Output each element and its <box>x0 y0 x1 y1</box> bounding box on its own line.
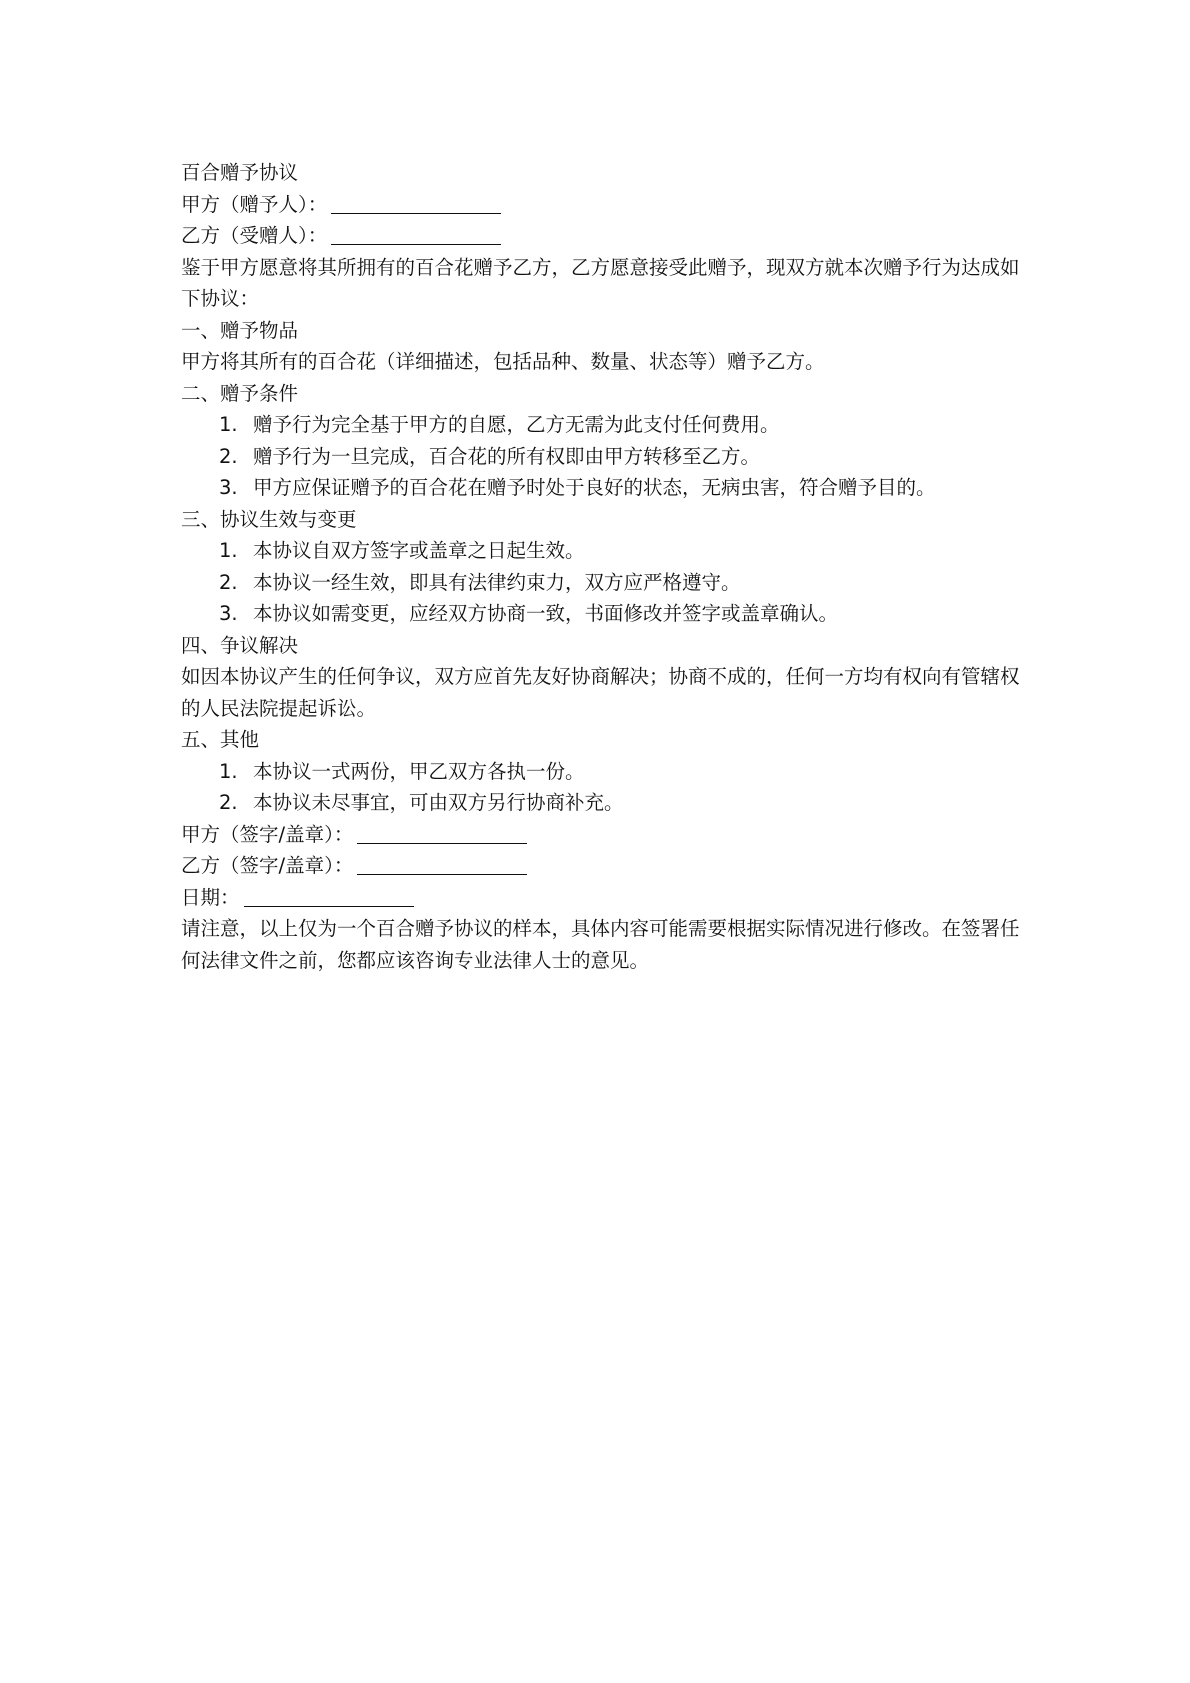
party-b-blank <box>331 243 501 245</box>
list-item <box>181 409 1021 441</box>
party-a-label: 甲方（赠予人）： <box>181 192 328 216</box>
section-paragraph: 甲方将其所有的百合花（详细描述，包括品种、数量、状态等）赠予乙方。 <box>181 350 825 373</box>
section-paragraph: 如因本协议产生的任何争议，双方应首先友好协商解决；协商不成的，任何一方均有权向有管辖权的人民法院提起诉讼。 <box>181 665 1020 720</box>
list-item <box>181 756 1021 788</box>
sign-a-blank <box>357 842 527 844</box>
document-title: 百合赠予协议 <box>181 161 299 184</box>
date-line <box>181 882 1021 914</box>
list-number: 2. <box>219 791 238 814</box>
list-number: 1. <box>219 759 238 783</box>
agreement-document <box>181 157 1021 976</box>
list-text: 本协议自双方签字或盖章之日起生效。 <box>253 539 585 562</box>
party-b-label: 乙方（受赠人）： <box>181 224 328 247</box>
section-heading: 五、其他 <box>181 728 260 751</box>
list-item <box>181 441 1021 473</box>
list-item <box>181 535 1021 567</box>
list-item <box>181 472 1021 504</box>
intro-paragraph: 鉴于甲方愿意将其所拥有的百合花赠予乙方，乙方愿意接受此赠予，现双方就本次赠予行为达成如下协议： <box>181 255 1020 310</box>
list-item <box>181 787 1021 819</box>
note-paragraph: 请注意，以上仅为一个百合赠予协议的样本，具体内容可能需要根据实际情况进行修改。在签署任何法律文件之前，您都应该咨询专业法律人士的意见。 <box>181 917 1020 972</box>
list-number: 2. <box>219 444 238 468</box>
sign-a-label: 甲方（签字/盖章）： <box>181 822 354 846</box>
section-heading: 一、赠予物品 <box>181 318 299 342</box>
list-text: 赠予行为完全基于甲方的自愿，乙方无需为此支付任何费用。 <box>253 413 780 436</box>
list-text: 赠予行为一旦完成，百合花的所有权即由甲方转移至乙方。 <box>253 444 761 468</box>
party-a-blank <box>331 212 501 214</box>
sign-b-blank <box>357 873 527 875</box>
section-heading: 三、协议生效与变更 <box>181 507 357 531</box>
list-item <box>181 598 1021 630</box>
section-heading: 二、赠予条件 <box>181 381 299 405</box>
list-number: 1. <box>219 413 238 436</box>
list-item <box>181 567 1021 599</box>
list-text: 本协议一式两份，甲乙双方各执一份。 <box>253 759 585 783</box>
party-a-line <box>181 189 1021 221</box>
list-number: 3. <box>219 476 238 499</box>
list-text: 甲方应保证赠予的百合花在赠予时处于良好的状态，无病虫害，符合赠予目的。 <box>253 476 936 499</box>
sign-b-line <box>181 850 1021 882</box>
list-number: 1. <box>219 539 238 562</box>
list-number: 3. <box>219 602 238 625</box>
party-b-line <box>181 220 1021 252</box>
date-blank <box>244 905 414 907</box>
list-text: 本协议如需变更，应经双方协商一致，书面修改并签字或盖章确认。 <box>253 602 839 625</box>
date-label: 日期： <box>181 885 240 909</box>
list-text: 本协议未尽事宜，可由双方另行协商补充。 <box>253 791 624 814</box>
list-number: 2. <box>219 570 238 594</box>
sign-a-line <box>181 819 1021 851</box>
section-heading: 四、争议解决 <box>181 633 299 657</box>
list-text: 本协议一经生效，即具有法律约束力，双方应严格遵守。 <box>253 570 741 594</box>
sign-b-label: 乙方（签字/盖章）： <box>181 854 354 877</box>
